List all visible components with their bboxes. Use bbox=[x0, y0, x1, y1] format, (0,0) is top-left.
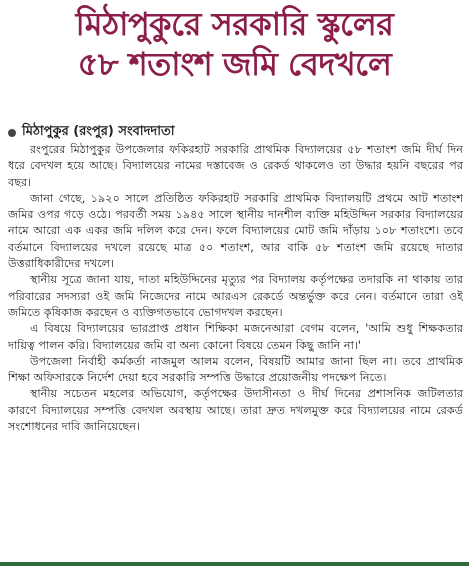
bullet-icon bbox=[8, 129, 16, 137]
article-paragraph: স্থানীয় সচেতন মহলের অভিযোগ, কর্তৃপক্ষের উদাসীনতা ও দীর্ঘ দিনের প্রশাসনিক জটিলতার কারণে বিদ্যালয়ের সম্পত্তি বেদখল অবস্থায় আছে। তারা দ্রুত দখলমুক্ত করে বিদ্যালয়ের নামে রেকর্ড সংশোধনের দাবি জানিয়েছেন। bbox=[8, 387, 463, 434]
article-paragraph: উপজেলা নির্বাহী কর্মকর্তা নাজমুল আলম বলেন, বিষয়টি আমার জানা ছিল না। তবে প্রাথমিক শিক্ষা অফিসারকে নির্দেশ দেয়া হবে সরকারি সম্পত্তি উদ্ধারে প্রয়োজনীয় পদক্ষেপ নিতে। bbox=[8, 354, 463, 385]
article-paragraph: স্থানীয় সূত্রে জানা যায়, দাতা মহিউদ্দিনের মৃত্যুর পর বিদ্যালয় কর্তৃপক্ষের তদারকি না থাকায় তার পরিবারের সদস্যরা ওই জমি নিজেদের নামে আরএস রেকর্ডে অন্তর্ভুক্ত করে নেন। বর্তমানে তারা ওই জমিতে কৃষিকাজ করছেন ও ব্যক্তিগতভাবে ভোগদখল করছেন। bbox=[8, 273, 463, 319]
byline bbox=[8, 122, 175, 143]
headline bbox=[6, 4, 463, 84]
article-paragraph: এ বিষয়ে বিদ্যালয়ের ভারপ্রাপ্ত প্রধান শিক্ষিকা মজনেআরা বেগম বলেন, 'আমি শুধু শিক্ষকতার দায়িত্ব পালন করি। বিদ্যালয়ের জমি বা অন্য কোনো বিষয়ে তেমন কিছু জানি না।' bbox=[8, 322, 463, 352]
article-body bbox=[8, 142, 463, 435]
headline-line-2: ৫৮ শতাংশ জমি বেদখলে bbox=[77, 45, 392, 83]
article-paragraph: জানা গেছে, ১৯২০ সালে প্রতিষ্ঠিত ফকিরহাট সরকারি প্রাথমিক বিদ্যালয়টি প্রথমে আট শতাংশ জমির ওপর গড়ে ওঠে। পরবর্তী সময় ১৯৪৫ সালে স্থানীয় দানশীল ব্যক্তি মহিউদ্দিন সরকার বিদ্যালয়ের নামে আরো এক একর জমি দলিল করে দেন। ফলে বিদ্যালয়ের মোট জমি দাঁড়ায় ১০৮ শতাংশে। তবে বর্তমানে বিদ্যালয়ের দখলে রয়েছে মাত্র ৫০ শতাংশ, আর বাকি ৫৮ শতাংশ জমি রয়েছে দাতার উত্তরাধিকারীদের দখলে। bbox=[8, 191, 463, 271]
headline-line-1: মিঠাপুকুরে সরকারি স্কুলের bbox=[75, 5, 394, 43]
article-paragraph: রংপুরের মিঠাপুকুর উপজেলার ফকিরহাট সরকারি প্রাথমিক বিদ্যালয়ের ৫৮ শতাংশ জমি দীর্ঘ দিন ধরে বেদখল হয়ে আছে। বিদ্যালয়ের নামের দস্তাবেজ ও রেকর্ড থাকলেও তা উদ্ধার হয়নি বছরের পর বছর। bbox=[8, 143, 463, 189]
byline-text: মিঠাপুকুর (রংপুর) সংবাদদাতা bbox=[22, 124, 175, 139]
bottom-rule bbox=[0, 562, 469, 566]
